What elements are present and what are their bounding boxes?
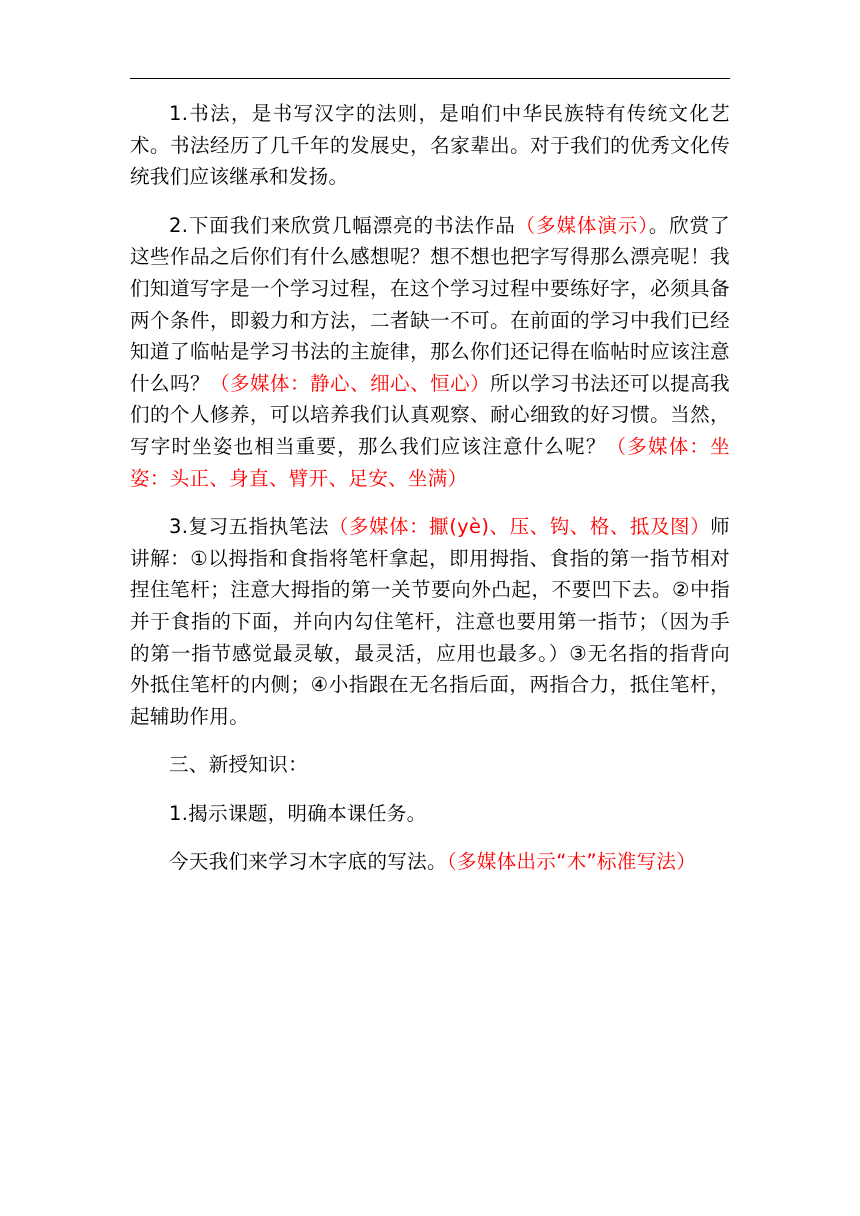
header-rule: [130, 78, 730, 79]
paragraph-five-finger-method: [130, 511, 730, 732]
multimedia-note: （多媒体：坐姿：头正、身直、臂开、足安、坐满）: [130, 434, 730, 490]
heading-text: 三、新授知识：: [169, 753, 308, 777]
body-text: 1.揭示课题，明确本课任务。: [169, 801, 427, 825]
multimedia-note: （多媒体出示“木”标准写法）: [446, 850, 697, 874]
body-text: 师讲解：①以拇指和食指将笔杆拿起，即用拇指、食指的第一指节相对捏住笔杆；注意大拇指的第一关节要向外凸起，不要凹下去。②中指并于食指的下面，并向内勾住笔杆，注意也要用第一指节；（因为手的第一指节感觉最灵敏，最灵活，应用也最多。）③无名指的指背向外抵住笔杆的内侧；④小指跟在无名指后面，两指合力，抵住笔杆，起辅助作用。: [130, 515, 730, 728]
body-text: 1.书法，是书写汉字的法则，是咱们中华民族特有传统文化艺术。书法经历了几千年的发展史，名家辈出。对于我们的优秀文化传统我们应该继承和发扬。: [130, 102, 730, 189]
multimedia-note: （多媒体：擫(yè)、压、钩、格、抵及图）: [328, 515, 711, 539]
body-text: 2.下面我们来欣赏几幅漂亮的书法作品: [169, 213, 516, 237]
document-body: [130, 98, 730, 895]
multimedia-note: （多媒体：静心、细心、恒心）: [210, 371, 491, 395]
paragraph-appreciate-works: [130, 210, 730, 494]
body-text: 3.复习五指执笔法: [169, 515, 329, 539]
paragraph-calligraphy-intro: [130, 98, 730, 193]
paragraph-mu-radical: [130, 846, 730, 878]
body-text: 。欣赏了这些作品之后你们有什么感想呢？想不想也把字写得那么漂亮呢！我们知道写字是一个学习过程，在这个学习过程中要练好字，必须具备两个条件，即毅力和方法，二者缺一不可。在前面的学习中我们已经知道了临帖是学习书法的主旋律，那么你们还记得在临帖时应该注意什么吗？: [130, 213, 730, 395]
section-heading-new-knowledge: [130, 749, 730, 781]
multimedia-note: （多媒体演示）: [515, 213, 649, 237]
body-text: 所以学习书法还可以提高我们的个人修养，可以培养我们认真观察、耐心细致的好习惯。当然，写字时坐姿也相当重要，那么我们应该注意什么呢？: [130, 371, 731, 458]
paragraph-reveal-topic: [130, 798, 730, 830]
body-text: 今天我们来学习木字底的写法。: [169, 850, 447, 874]
